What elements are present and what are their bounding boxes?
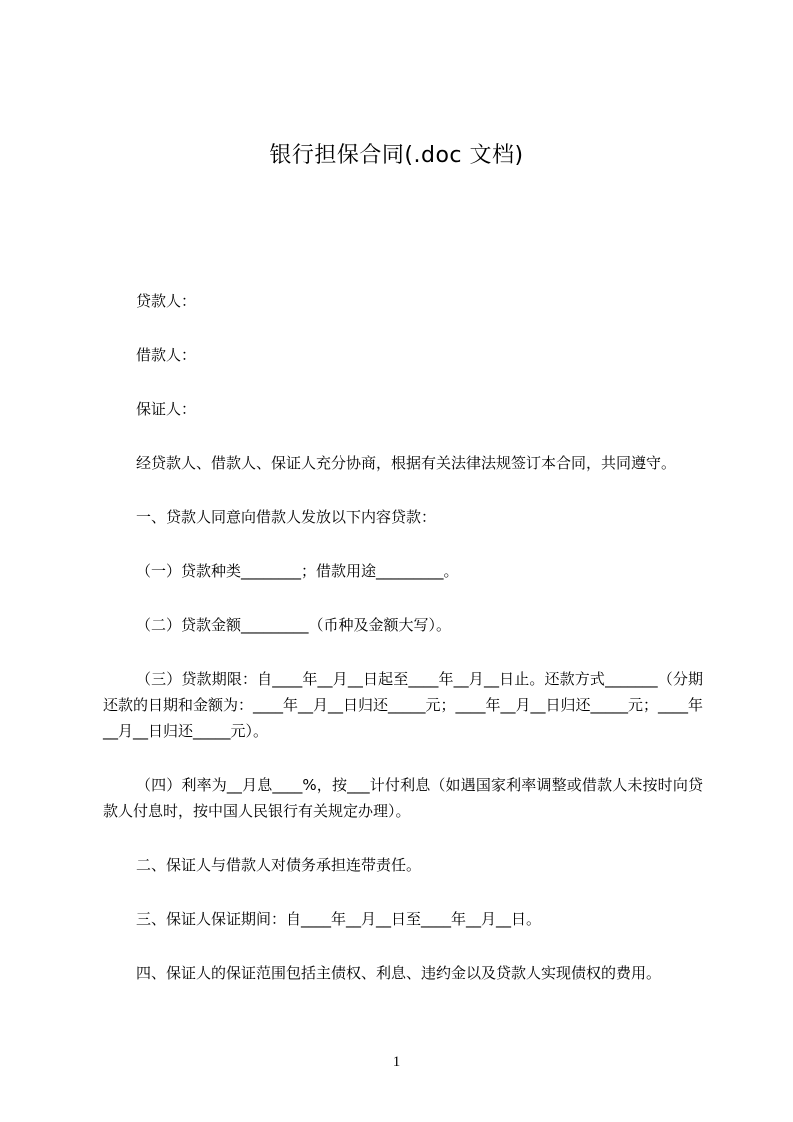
clause-1-heading: 一、贷款人同意向借款人发放以下内容贷款： [136,508,437,526]
borrower-line: 借款人： [136,346,197,364]
guarantor-line: 保证人： [136,400,197,418]
clause-4: 四、保证人的保证范围包括主债权、利息、违约金以及贷款人实现债权的费用。 [136,964,662,982]
page-number: 1 [392,1054,401,1070]
clause-1-item-3: （三）贷款期限：自____年__月__日起至____年__月__日止。还款方式_______（分期还款的日期和金额为：____年__月__日归还_____元；____年__月__日归还_____元；____年__月__日归还_____元）。 [103,670,704,740]
document-body [103,288,703,1014]
clause-1-item-4: （四）利率为__月息____%，按___计付利息（如遇国家利率调整或借款人未按时向贷款人付息时，按中国人民银行有关规定办理）。 [103,776,703,820]
clause-1-item-2: （二）贷款金额_________（币种及金额大写）。 [136,616,452,634]
agreement-intro: 经贷款人、借款人、保证人充分协商，根据有关法律法规签订本合同，共同遵守。 [136,454,677,472]
clause-3: 三、保证人保证期间：自____年__月__日至____年__月__日。 [136,910,542,928]
clause-2: 二、保证人与借款人对债务承担连带责任。 [136,856,422,874]
lender-line: 贷款人： [136,292,197,310]
document-title: 银行担保合同(.doc 文档) [269,143,524,168]
clause-1-item-1: （一）贷款种类________；借款用途_________。 [136,562,459,580]
